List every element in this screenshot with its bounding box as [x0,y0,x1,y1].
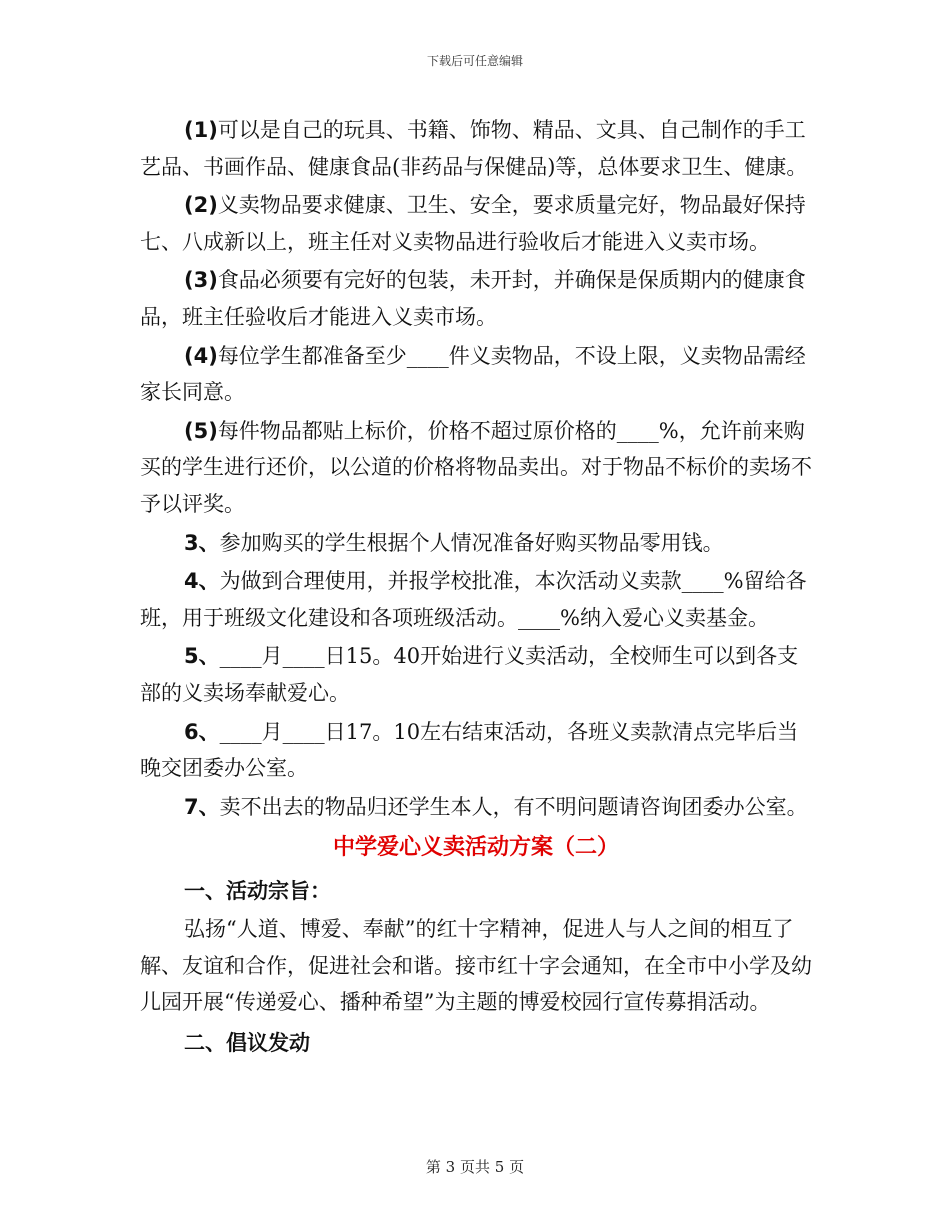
item-text: 为做到合理使用，并报学校批准，本次活动义卖款____%留给各班，用于班级文化建设和各项班级活动。____%纳入爱心义卖基金。 [140,569,807,630]
item-text: 卖不出去的物品归还学生本人，有不明问题请咨询团委办公室。 [219,794,808,819]
item-text: 参加购买的学生根据个人情况准备好购买物品零用钱。 [219,530,724,555]
section-title: 中学爱心义卖活动方案（二） [332,835,619,861]
item-number: (2) [184,193,218,218]
item-number: 3、 [184,530,220,555]
list-item [140,187,812,260]
page-header: 下载后可任意编辑 [426,54,523,68]
item-number: 5、 [184,644,220,669]
item-number: (5) [184,418,218,443]
item-number: 7、 [184,794,220,819]
list-item [140,413,812,523]
item-text: 每件物品都贴上标价，价格不超过原价格的____%，允许前来购买的学生进行还价，以公道的价格将物品卖出。对于物品不标价的卖场不予以评奖。 [140,418,812,516]
list-item [140,638,812,711]
sub-heading-purpose: 一、活动宗旨： [184,879,331,904]
item-text: 食品必须要有完好的包装，未开封，并确保是保质期内的健康食品，班主任验收后才能进入义卖市场。 [140,268,806,329]
list-item [140,262,812,335]
document-body [140,112,812,1063]
list-item [140,338,812,411]
list-item [140,714,812,787]
item-text: 义卖物品要求健康、卫生、安全，要求质量完好，物品最好保持七、八成新以上，班主任对义卖物品进行验收后才能进入义卖市场。 [140,193,806,254]
list-item [140,789,812,826]
item-text: ____月____日17。10左右结束活动，各班义卖款清点完毕后当晚交团委办公室。 [140,719,799,781]
list-item [140,563,812,636]
purpose-paragraph: 弘扬“人道、博爱、奉献”的红十字精神，促进人与人之间的相互了解、友谊和合作，促进社会和谐。接市红十字会通知，在全市中小学及幼儿园开展“传递爱心、播种希望”为主题的博爱校园行宣传募捐活动。 [140,917,812,1015]
list-item [140,112,812,185]
item-number: (1) [184,118,218,142]
page-footer: 第 3 页共 5 页 [425,1158,525,1176]
item-number: (3) [184,268,218,293]
item-text: 可以是自己的玩具、书籍、饰物、精品、文具、自己制作的手工艺品、书画作品、健康食品(非药品与保健品)等，总体要求卫生、健康。 [140,118,808,179]
item-number: (4) [184,343,218,368]
item-text: 每位学生都准备至少____件义卖物品，不设上限，义卖物品需经家长同意。 [140,343,806,405]
item-number: 4、 [184,569,220,594]
item-text: ____月____日15。40开始进行义卖活动，全校师生可以到各支部的义卖场奉献爱心。 [140,644,799,705]
item-number: 6、 [184,719,220,744]
sub-heading-initiative: 二、倡议发动 [184,1031,310,1056]
list-item [140,525,812,562]
